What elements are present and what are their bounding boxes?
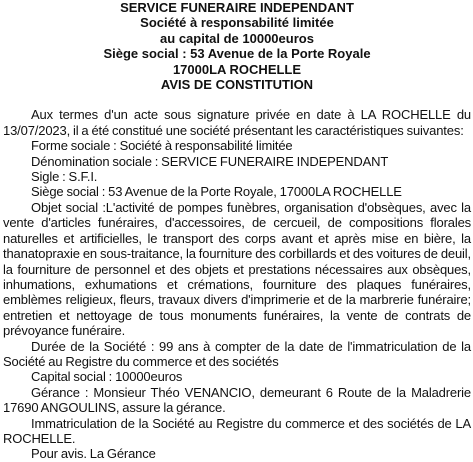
registration-paragraph: Immatriculation de la Société au Registre du commerce et des sociétés de LA ROCHELLE. bbox=[3, 415, 471, 446]
head-office-line: Siège social : 53 Avenue de la Porte Royale, 17000LA ROCHELLE bbox=[31, 184, 402, 200]
legal-form-line: Forme sociale : Société à responsabilité limitée bbox=[31, 138, 293, 154]
intro-paragraph: Aux termes d'un acte sous signature privée en date à LA ROCHELLE du 13/07/2023, il a été constitué une société présentant les caractéristiques suivantes: bbox=[3, 107, 471, 138]
company-city: 17000LA ROCHELLE bbox=[172, 61, 302, 77]
notice-title: AVIS DE CONSTITUTION bbox=[160, 77, 314, 93]
duration-paragraph: Durée de la Société : 99 ans à compter de la date de l'immatriculation de la Société au Registre du commerce et des sociétés bbox=[3, 338, 471, 369]
acronym-line: Sigle : S.F.I. bbox=[31, 169, 98, 185]
management-paragraph: Gérance : Monsieur Théo VENANCIO, demeurant 6 Route de la Maladrerie 17690 ANGOULINS, assure la gérance. bbox=[3, 384, 471, 416]
company-address: Siège social : 53 Avenue de la Porte Royale bbox=[103, 46, 371, 62]
company-name: SERVICE FUNERAIRE INDEPENDANT bbox=[120, 0, 354, 15]
company-capital: au capital de 10000euros bbox=[160, 30, 314, 46]
company-form: Société à responsabilité limitée bbox=[140, 15, 334, 31]
notice-header bbox=[3, 0, 471, 92]
share-capital-line: Capital social : 10000euros bbox=[31, 369, 183, 385]
signature-line: Pour avis. La Gérance bbox=[31, 446, 156, 462]
notice-body bbox=[3, 107, 471, 461]
corporate-purpose-paragraph: Objet social :L'activité de pompes funèbres, organisation d'obsèques, avec la vente d'articles funéraires, d'accessoires, de cercueil, de compositions florales naturelles et artificielles, le transport des corps avant et après mise en bière, la thanatopraxie en sous-traitance, la fourniture des corbillards et des voitures de deuil, la fourniture de personnel et des objets et prestations nécessaires aux obsèques, inhumations, exhumations et crémations, fourniture des plaques funéraires, emblèmes religieux, fleurs, travaux divers d'imprimerie et de la marbrerie funéraire; entretien et nettoyage de tous monuments funéraires, la vente de contrats de prévoyance funéraire. bbox=[3, 199, 471, 339]
company-name-line: Dénomination sociale : SERVICE FUNERAIRE INDEPENDANT bbox=[31, 153, 389, 169]
